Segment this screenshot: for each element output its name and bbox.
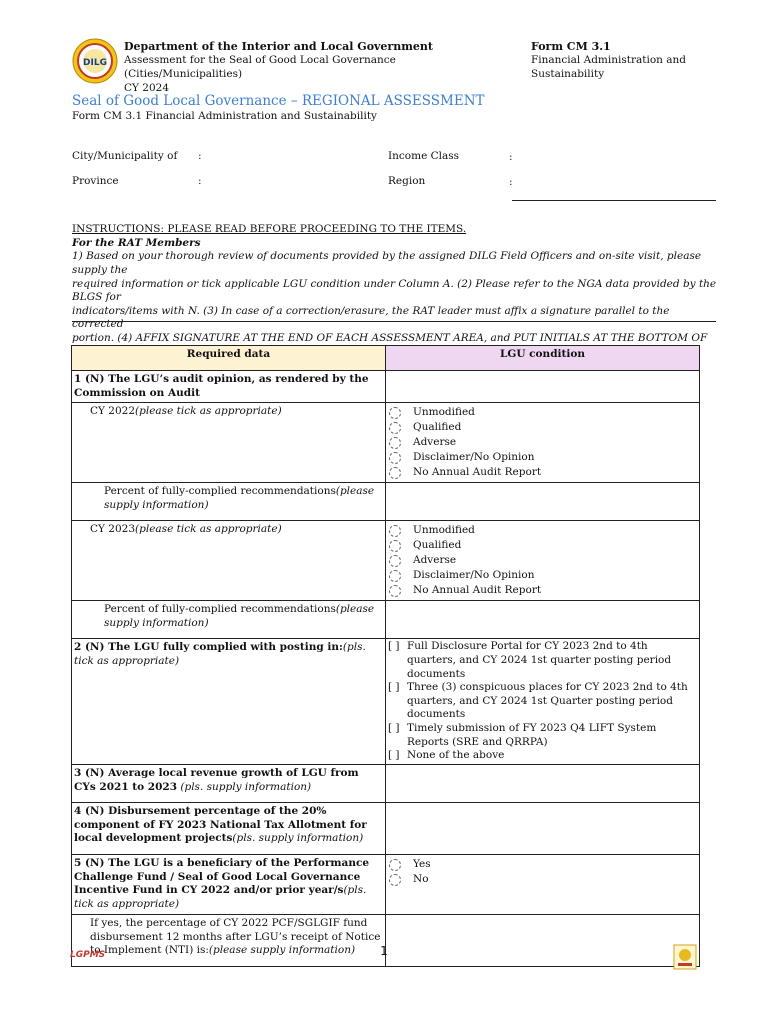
pct-2022-input[interactable] [386, 483, 700, 521]
cy2022-tick-note: (please tick as appropriate) [135, 405, 282, 418]
assessment-area-line1: Financial Administration and [531, 54, 686, 67]
posting-option-conspicuous[interactable]: [ ] Three (3) conspicuous places for CY 2023 2nd to 4th quarters, and CY 2024 1st Quarter posting period documents [388, 681, 688, 721]
radio-icon[interactable] [389, 422, 401, 434]
pct-2023-input[interactable] [386, 601, 700, 639]
radio-icon[interactable] [389, 540, 401, 552]
cy2022-options [386, 403, 700, 483]
cy2023-label [72, 521, 386, 601]
radio-icon[interactable] [389, 585, 401, 597]
divider-instructions [72, 321, 716, 322]
option-yes[interactable]: Yes [388, 857, 697, 872]
form-number: Form CM 3.1 [531, 40, 611, 53]
option-unmodified-2023[interactable]: Unmodified [388, 523, 697, 538]
sglg-seal-logo [673, 944, 697, 970]
table-row [72, 803, 700, 855]
checkbox-icon[interactable]: [ ] [388, 681, 400, 694]
instructions-line-3: indicators/items with N. (3) In case of a correction/erasure, the RAT leader must affix a signature parallel to the corrected [72, 304, 670, 331]
radio-icon[interactable] [389, 437, 401, 449]
header-lgu-condition: LGU condition [386, 346, 700, 371]
department-name: Department of the Interior and Local Government [124, 40, 433, 53]
item-1-question: 1 (N) The LGU’s audit opinion, as rendered by the Commission on Audit [72, 371, 386, 403]
divider-fields [512, 200, 716, 201]
cy2023-options [386, 521, 700, 601]
posting-option-none[interactable]: [ ] None of the above [388, 749, 505, 762]
item-5-question: 5 (N) The LGU is a beneficiary of the Performance Challenge Fund / Seal of Good Local Governance Incentive Fund in CY 2022 and/or prior year/s(pls. tick as appropriate) [72, 855, 386, 915]
option-disclaimer-2023[interactable]: Disclaimer/No Opinion [388, 568, 697, 583]
city-colon: : [198, 150, 202, 162]
page-subtitle: Form CM 3.1 Financial Administration and Sustainability [72, 110, 377, 122]
posting-option-lift[interactable]: [ ] Timely submission of FY 2023 Q4 LIFT System Reports (SRE and QRRPA) [388, 722, 657, 748]
cy2022-label [72, 403, 386, 483]
table-row [72, 521, 700, 601]
header-form-info [531, 40, 711, 82]
pct-2023-label: Percent of fully-complied recommendations(please supply information) [72, 601, 386, 639]
radio-icon[interactable] [389, 570, 401, 582]
radio-icon[interactable] [389, 859, 401, 871]
assessment-name: Assessment for the Seal of Good Local Governance (Cities/Municipalities) [124, 54, 396, 80]
calendar-year: CY 2024 [124, 81, 170, 94]
region-colon: : [509, 176, 513, 188]
income-class-label: Income Class [388, 150, 460, 162]
table-row [72, 601, 700, 639]
cy2023-tick-note: (please tick as appropriate) [135, 523, 282, 536]
option-unmodified-2022[interactable]: Unmodified [388, 405, 697, 420]
province-label: Province [72, 175, 119, 187]
assessment-area-line2: Sustainability [531, 67, 605, 80]
radio-icon[interactable] [389, 874, 401, 886]
option-adverse-2023[interactable]: Adverse [388, 553, 697, 568]
pct-2022-label: Percent of fully-complied recommendations(please supply information) [72, 483, 386, 521]
item-1-answer [386, 371, 700, 403]
city-label: City/Municipality of [72, 150, 178, 162]
item-2-question: 2 (N) The LGU fully complied with posting in:(pls. tick as appropriate) [72, 639, 386, 765]
option-disclaimer-2022[interactable]: Disclaimer/No Opinion [388, 450, 697, 465]
item-3-input[interactable] [386, 765, 700, 803]
option-no-report-2022[interactable]: No Annual Audit Report [388, 465, 697, 480]
radio-icon[interactable] [389, 452, 401, 464]
page-title: Seal of Good Local Governance – REGIONAL ASSESSMENT [72, 93, 485, 109]
item-3-question: 3 (N) Average local revenue growth of LGU from CYs 2021 to 2023 (pls. supply information) [72, 765, 386, 803]
option-qualified-2022[interactable]: Qualified [388, 420, 697, 435]
cy2023-year: CY 2023 [90, 523, 136, 536]
checkbox-icon[interactable]: [ ] [388, 722, 400, 735]
item-5-options [386, 855, 700, 915]
cy2022-year: CY 2022 [90, 405, 136, 418]
instructions-line-2: required information or tick applicable LGU condition under Column A. (2) Please refer to the NGA data provided by the BLGS for [72, 277, 717, 304]
option-no[interactable]: No [388, 872, 697, 887]
option-adverse-2022[interactable]: Adverse [388, 435, 697, 450]
table-row [72, 765, 700, 803]
option-no-report-2023[interactable]: No Annual Audit Report [388, 583, 697, 598]
table-row [72, 371, 700, 403]
lgpms-logo: LGPMS [70, 950, 106, 960]
dilg-seal-logo [72, 38, 118, 84]
instructions-line-1: 1) Based on your thorough review of documents provided by the assigned DILG Field Officers and on-site visit, please supply the [72, 250, 702, 276]
table-header-row [72, 346, 700, 371]
posting-option-fdp[interactable]: [ ] Full Disclosure Portal for CY 2023 2nd to 4th quarters, and CY 2024 1st quarter posting period documents [388, 640, 672, 680]
page-number: 1 [380, 944, 388, 958]
item-4-input[interactable] [386, 803, 700, 855]
province-colon: : [198, 175, 202, 187]
table-row [72, 855, 700, 915]
radio-icon[interactable] [389, 467, 401, 479]
instructions-line-4: portion. (4) AFFIX SIGNATURE AT THE END OF EACH ASSESSMENT AREA, and PUT INITIALS AT THE BOTTOM OF [72, 332, 708, 345]
radio-icon[interactable] [389, 407, 401, 419]
item-2-options [386, 639, 700, 765]
instructions-heading: INSTRUCTIONS: PLEASE READ BEFORE PROCEEDING TO THE ITEMS. [72, 223, 467, 235]
checkbox-icon[interactable]: [ ] [388, 640, 400, 653]
header-agency [124, 40, 514, 95]
radio-icon[interactable] [389, 555, 401, 567]
assessment-table [71, 345, 700, 967]
table-row [72, 639, 700, 765]
option-qualified-2023[interactable]: Qualified [388, 538, 697, 553]
radio-icon[interactable] [389, 525, 401, 537]
table-row [72, 403, 700, 483]
svg-text:DILG: DILG [83, 58, 107, 68]
item-5-followup: If yes, the percentage of CY 2022 PCF/SGLGIF fund disbursement 12 months after LGU’s receipt of Notice to Implement (NTI) is:(please supply information) [72, 915, 386, 967]
region-label: Region [388, 175, 426, 187]
header-required-data: Required data [72, 346, 386, 371]
table-row [72, 483, 700, 521]
income-class-colon: : [509, 151, 513, 163]
item-4-question: 4 (N) Disbursement percentage of the 20% component of FY 2023 National Tax Allotment for local development projects(pls. supply information) [72, 803, 386, 855]
instructions-for-rat: For the RAT Members [72, 236, 201, 249]
checkbox-icon[interactable]: [ ] [388, 749, 400, 762]
